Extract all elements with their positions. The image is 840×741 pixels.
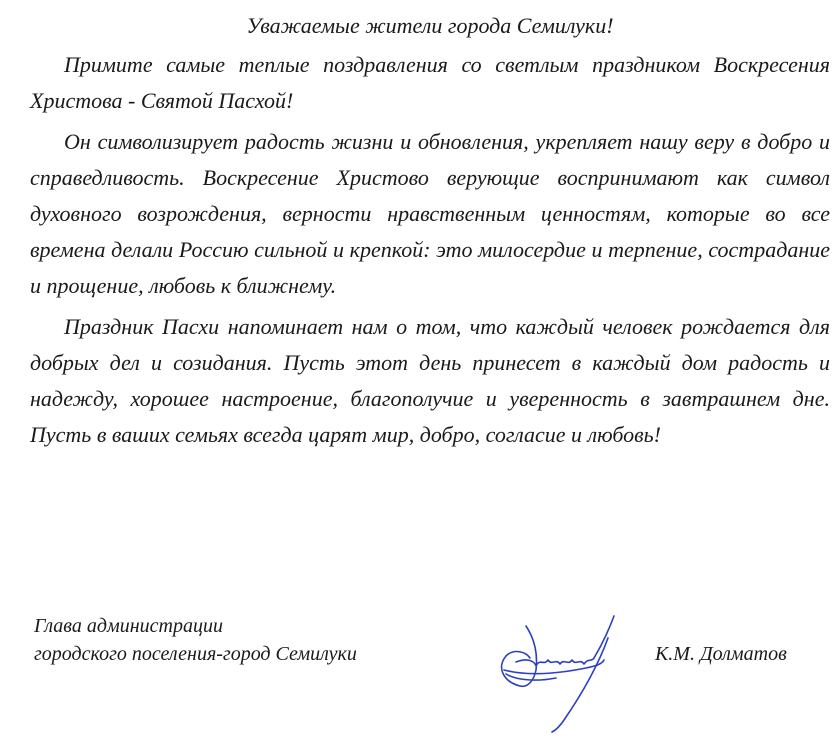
greeting: Уважаемые жители города Семилуки! xyxy=(246,13,614,38)
signatory-title-line2: городского поселения-город Семилуки xyxy=(34,643,357,665)
signatory-name: К.М. Долматов xyxy=(655,643,787,665)
signatory-title xyxy=(34,612,357,668)
signatory-title-line1: Глава администрации xyxy=(34,615,223,637)
paragraph-meaning: Он символизирует радость жизни и обновления, укрепляет нашу веру в добро и справедливость. Воскресение Христово верующие воспринимают как символ духовного возрождения, верности нравственным ценностям, которые во все времена делали Россию сильной и крепкой: это милосердие и терпение, сострадание и прощение, любовь к ближнему. xyxy=(30,129,830,298)
paragraph-congratulations: Примите самые теплые поздравления со светлым праздником Воскресения Христова - Святой Пасхой! xyxy=(30,52,830,113)
paragraph-wishes: Праздник Пасхи напоминает нам о том, что каждый человек рождается для добрых дел и созидания. Пусть этот день принесет в каждый дом радость и надежду, хорошее настроение, благополучие и уверенность в завтрашнем дне. Пусть в ваших семьях всегда царят мир, добро, согласие и любовь! xyxy=(30,314,830,447)
letter-body xyxy=(30,8,830,458)
handwritten-signature xyxy=(486,608,626,733)
